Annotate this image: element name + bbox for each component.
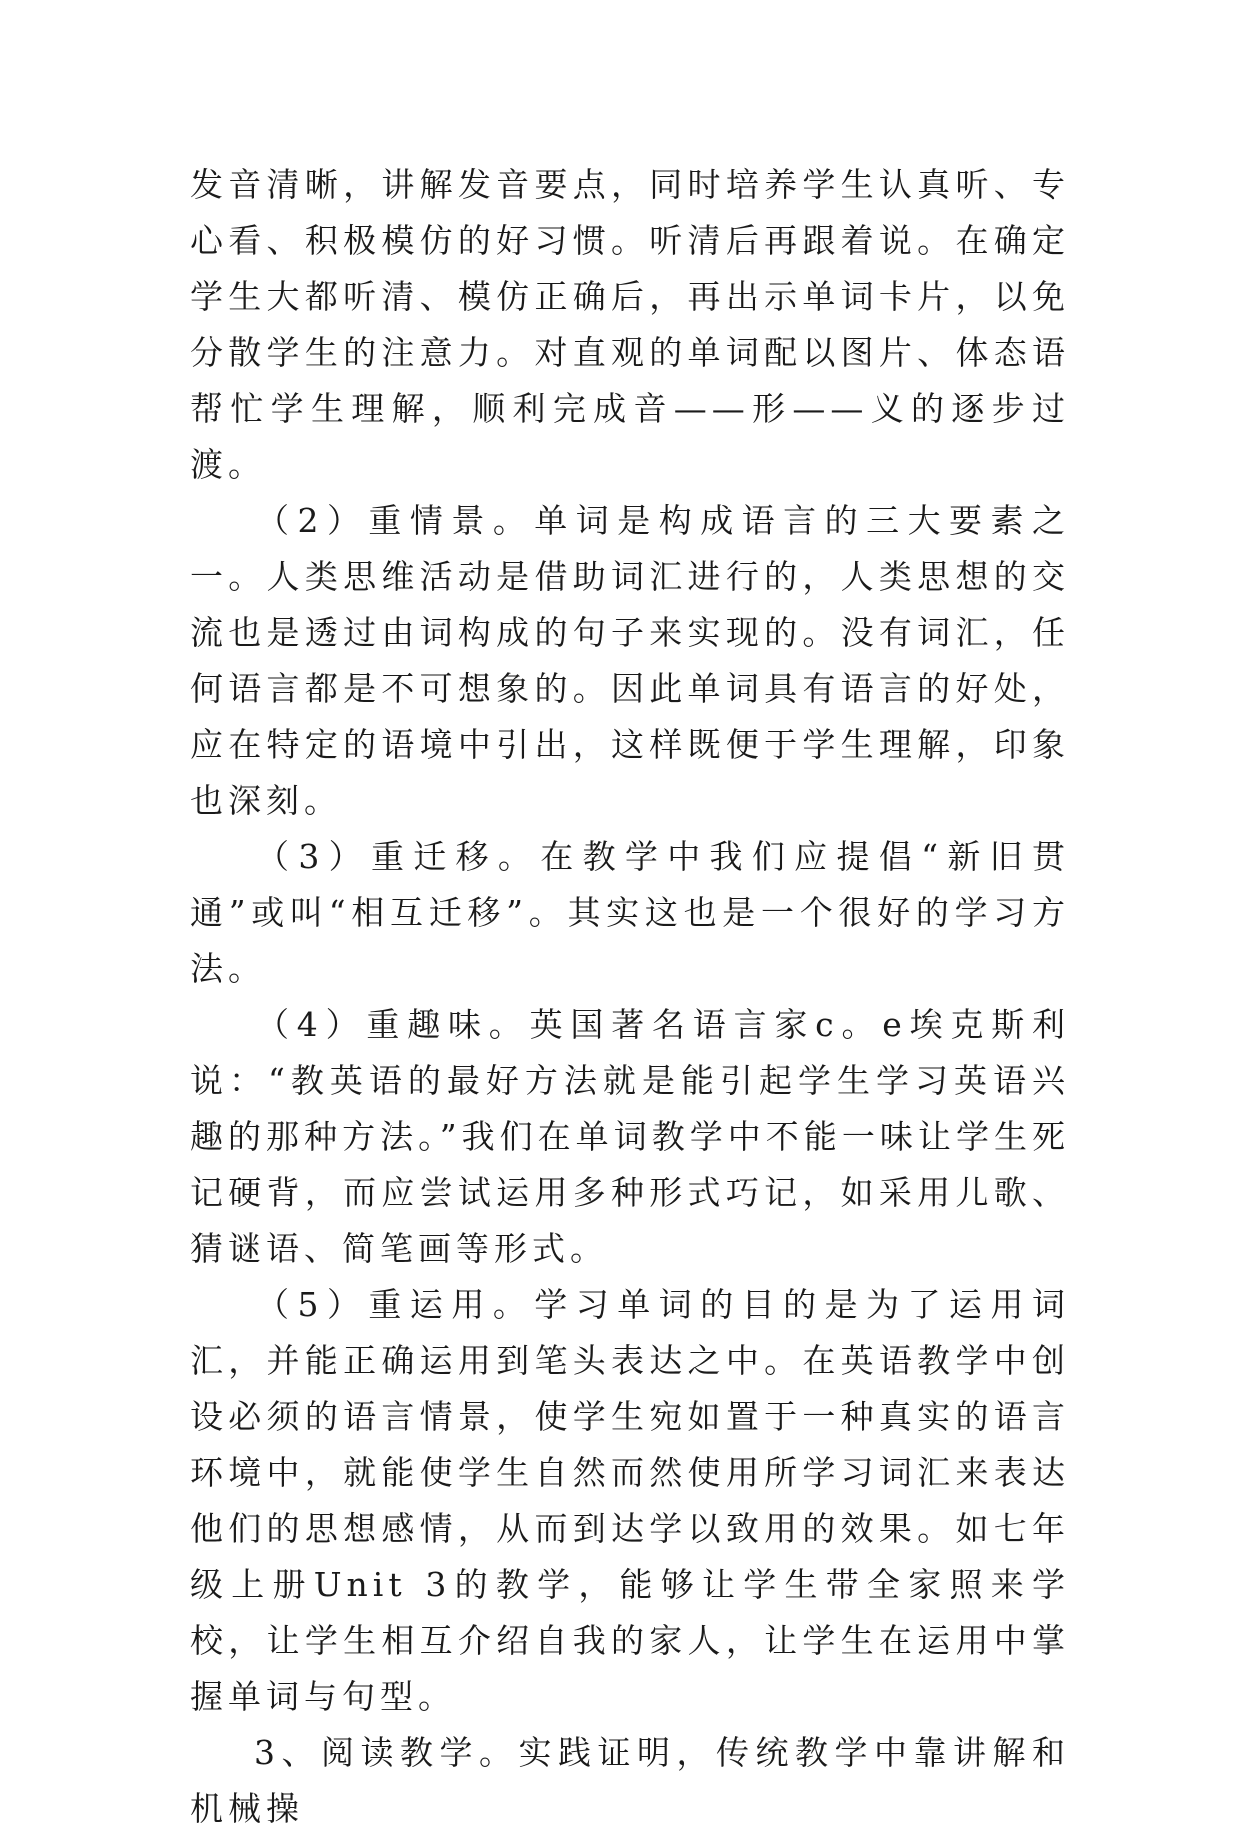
paragraph-context: （2）重情景。单词是构成语言的三大要素之一。人类思维活动是借助词汇进行的，人类思想的交流也是透过由词构成的句子来实现的。没有词汇，任何语言都是不可想象的。因此单词具有语言的好处，应在特定的语境中引出，这样既便于学生理解，印象也深刻。 (190, 501, 1070, 820)
paragraph-transfer: （3）重迁移。在教学中我们应提倡“新旧贯通”或叫“相互迁移”。其实这也是一个很好的学习方法。 (190, 837, 1070, 988)
paragraph-reading: 3、阅读教学。实践证明，传统教学中靠讲解和机械操 (190, 1733, 1070, 1828)
paragraph-application: （5）重运用。学习单词的目的是为了运用词汇，并能正确运用到笔头表达之中。在英语教学中创设必须的语言情景，使学生宛如置于一种真实的语言环境中，就能使学生自然而然使用所学习词汇来表达他们的思想感情，从而到达学以致用的效果。如七年级上册Unit 3的教学，能够让学生带全家照来学校，让学生相互介绍自我的家人，让学生在运用中掌握单词与句型。 (190, 1285, 1070, 1716)
paragraph-pronunciation: 发音清晰，讲解发音要点，同时培养学生认真听、专心看、积极模仿的好习惯。听清后再跟着说。在确定学生大都听清、模仿正确后，再出示单词卡片，以免分散学生的注意力。对直观的单词配以图片、体态语帮忙学生理解，顺利完成音——形——义的逐步过渡。 (190, 165, 1070, 484)
body-text (190, 157, 1070, 1837)
paragraph-interest: （4）重趣味。英国著名语言家c。e埃克斯利说：“教英语的最好方法就是能引起学生学习英语兴趣的那种方法。”我们在单词教学中不能一味让学生死记硬背，而应尝试运用多种形式巧记，如采用儿歌、猜谜语、简笔画等形式。 (190, 1005, 1070, 1268)
